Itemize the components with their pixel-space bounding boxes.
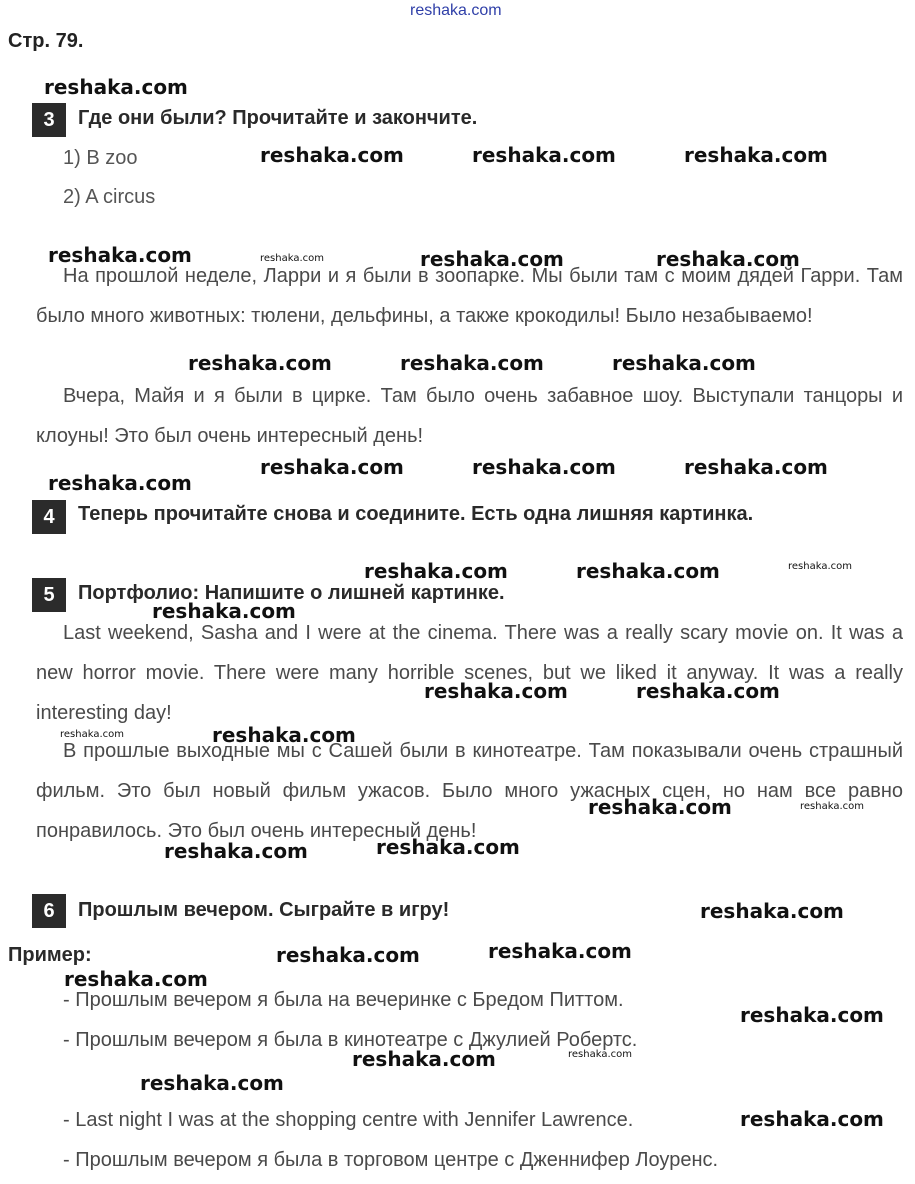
watermark: reshaka.com <box>636 679 780 703</box>
watermark: reshaka.com <box>788 561 852 572</box>
watermark: reshaka.com <box>612 351 756 375</box>
watermark: reshaka.com <box>424 679 568 703</box>
watermark: reshaka.com <box>376 835 520 859</box>
task-4-badge: 4 <box>32 500 66 534</box>
example-line-3: - Last night I was at the shopping centre with Jennifer Lawrence. <box>63 1109 634 1131</box>
watermark: reshaka.com <box>352 1047 496 1071</box>
watermark: reshaka.com <box>152 599 296 623</box>
task-5-badge: 5 <box>32 578 66 612</box>
watermark: reshaka.com <box>260 143 404 167</box>
example-line-1: - Прошлым вечером я была на вечеринке с Бредом Питтом. <box>63 989 624 1011</box>
watermark: reshaka.com <box>588 795 732 819</box>
task-6-title: Прошлым вечером. Сыграйте в игру! <box>78 899 450 921</box>
example-line-4: - Прошлым вечером я была в торговом центре с Дженнифер Лоуренс. <box>63 1149 719 1171</box>
task-4-title: Теперь прочитайте снова и соедините. Есть одна лишняя картинка. <box>78 503 754 525</box>
watermark: reshaka.com <box>260 253 324 264</box>
watermark: reshaka.com <box>60 729 124 740</box>
watermark: reshaka.com <box>656 247 800 271</box>
watermark: reshaka.com <box>800 801 864 812</box>
watermark: reshaka.com <box>260 455 404 479</box>
watermark: reshaka.com <box>684 143 828 167</box>
task-3-paragraph-1: На прошлой неделе, Ларри и я были в зоопарке. Мы были там с моим дядей Гарри. Там было много животных: тюлени, дельфины, а также крокодилы! Было незабываемо! <box>36 265 903 327</box>
watermark: reshaka.com <box>276 943 420 967</box>
watermark: reshaka.com <box>188 351 332 375</box>
watermark: reshaka.com <box>400 351 544 375</box>
task-3-title: Где они были? Прочитайте и закончите. <box>78 107 478 129</box>
task-3-paragraph-2: Вчера, Майя и я были в цирке. Там было очень забавное шоу. Выступали танцоры и клоуны! Это был очень интересный день! <box>36 385 903 447</box>
watermark: reshaka.com <box>472 143 616 167</box>
task-3-badge: 3 <box>32 103 66 137</box>
watermark: reshaka.com <box>740 1107 884 1131</box>
task-5-paragraph-2: В прошлые выходные мы с Сашей были в кинотеатре. Там показывали очень страшный фильм. Это был новый фильм ужасов. Было много ужасных сцен, но нам все равно понравилось. Это был очень интересный день! <box>36 740 903 842</box>
watermark: reshaka.com <box>576 559 720 583</box>
watermark: reshaka.com <box>48 471 192 495</box>
example-label: Пример: <box>8 944 92 966</box>
example-line-2: - Прошлым вечером я была в кинотеатре с Джулией Робертс. <box>63 1029 638 1051</box>
watermark: reshaka.com <box>740 1003 884 1027</box>
watermark: reshaka.com <box>700 899 844 923</box>
watermark: reshaka.com <box>44 75 188 99</box>
watermark: reshaka.com <box>212 723 356 747</box>
watermark: reshaka.com <box>48 243 192 267</box>
watermark: reshaka.com <box>64 967 208 991</box>
task-5-title: Портфолио: Напишите о лишней картинке. <box>78 582 505 604</box>
watermark: reshaka.com <box>488 939 632 963</box>
site-url: reshaka.com <box>410 2 502 19</box>
watermark: reshaka.com <box>140 1071 284 1095</box>
task-3-answer-1: 1) В zoo <box>63 147 138 169</box>
watermark: reshaka.com <box>364 559 508 583</box>
watermark: reshaka.com <box>684 455 828 479</box>
page-number: Стр. 79. <box>8 30 84 52</box>
watermark: reshaka.com <box>164 839 308 863</box>
task-6-badge: 6 <box>32 894 66 928</box>
watermark: reshaka.com <box>568 1049 632 1060</box>
task-5-paragraph-1: Last weekend, Sasha and I were at the cinema. There was a really scary movie on. It was a new horror movie. There were many horrible scenes, but we liked it anyway. It was a really interesting day! <box>36 622 903 724</box>
watermark: reshaka.com <box>420 247 564 271</box>
watermark: reshaka.com <box>472 455 616 479</box>
task-3-answer-2: 2) A circus <box>63 186 156 208</box>
